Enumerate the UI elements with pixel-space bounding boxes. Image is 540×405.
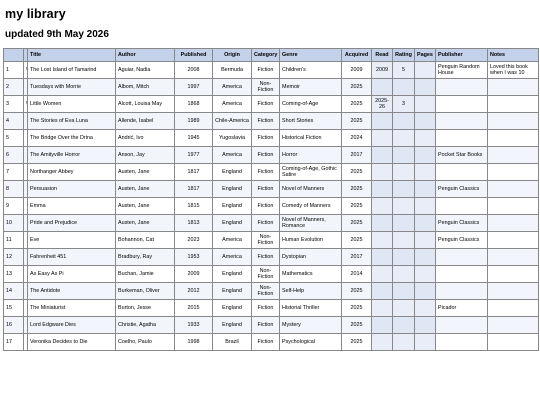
cell-acquired[interactable]: 2025: [342, 164, 372, 181]
cell-number[interactable]: 9: [4, 198, 24, 215]
cell-author[interactable]: Anson, Jay: [116, 147, 175, 164]
cell-genre[interactable]: Memoir: [280, 79, 342, 96]
cell-publisher[interactable]: [436, 249, 488, 266]
cell-pages[interactable]: [415, 283, 436, 300]
cell-title[interactable]: The Bridge Over the Drina: [28, 130, 116, 147]
cell-acquired[interactable]: 2017: [342, 249, 372, 266]
cell-author[interactable]: Coelho, Paulo: [116, 334, 175, 351]
cell-marker[interactable]: \: [24, 62, 28, 79]
cell-title[interactable]: Tuesdays with Morrie: [28, 79, 116, 96]
cell-acquired[interactable]: 2025: [342, 113, 372, 130]
header-cell-notes[interactable]: Notes: [488, 49, 539, 62]
cell-genre[interactable]: Coming-of-Age, Gothic Satire: [280, 164, 342, 181]
cell-pages[interactable]: [415, 300, 436, 317]
cell-publisher[interactable]: [436, 334, 488, 351]
cell-notes[interactable]: [488, 317, 539, 334]
cell-origin[interactable]: England: [213, 181, 252, 198]
cell-publisher[interactable]: [436, 79, 488, 96]
cell-number[interactable]: 6: [4, 147, 24, 164]
cell-origin[interactable]: England: [213, 198, 252, 215]
cell-genre[interactable]: Coming-of-Age: [280, 96, 342, 113]
cell-origin[interactable]: Bermuda: [213, 62, 252, 79]
cell-rating[interactable]: [393, 79, 415, 96]
cell-category[interactable]: Fiction: [252, 249, 280, 266]
cell-title[interactable]: The Stories of Eva Luna: [28, 113, 116, 130]
cell-pages[interactable]: [415, 147, 436, 164]
cell-publisher[interactable]: [436, 96, 488, 113]
cell-publisher[interactable]: [436, 130, 488, 147]
cell-category[interactable]: Fiction: [252, 113, 280, 130]
table-row[interactable]: [4, 181, 539, 198]
cell-read[interactable]: [372, 130, 393, 147]
cell-acquired[interactable]: 2025: [342, 181, 372, 198]
table-row[interactable]: [4, 164, 539, 181]
cell-author[interactable]: Albom, Mitch: [116, 79, 175, 96]
cell-category[interactable]: Fiction: [252, 198, 280, 215]
cell-number[interactable]: 7: [4, 164, 24, 181]
page-subtitle: updated 9th May 2026: [5, 29, 109, 40]
cell-notes[interactable]: [488, 147, 539, 164]
table-row[interactable]: [4, 266, 539, 283]
cell-published[interactable]: 2008: [175, 62, 213, 79]
table-row[interactable]: [4, 334, 539, 351]
header-cell-acquired[interactable]: Acquired: [342, 49, 372, 62]
cell-number[interactable]: 8: [4, 181, 24, 198]
cell-read[interactable]: [372, 317, 393, 334]
cell-title[interactable]: The Miniaturist: [28, 300, 116, 317]
cell-origin[interactable]: Yugoslavia: [213, 130, 252, 147]
cell-title[interactable]: The Amityville Horror: [28, 147, 116, 164]
cell-notes[interactable]: [488, 283, 539, 300]
header-cell-published[interactable]: Published: [175, 49, 213, 62]
cell-genre[interactable]: Dystopian: [280, 249, 342, 266]
cell-author[interactable]: Buchan, Jamie: [116, 266, 175, 283]
header-cell-pages[interactable]: Pages: [415, 49, 436, 62]
cell-category[interactable]: Non-Fiction: [252, 266, 280, 283]
table-row[interactable]: [4, 232, 539, 249]
cell-number[interactable]: 14: [4, 283, 24, 300]
cell-read[interactable]: [372, 164, 393, 181]
cell-author[interactable]: Austen, Jane: [116, 198, 175, 215]
cell-number[interactable]: 16: [4, 317, 24, 334]
cell-genre[interactable]: Short Stories: [280, 113, 342, 130]
header-cell-publisher[interactable]: Publisher: [436, 49, 488, 62]
cell-title[interactable]: Little Women: [28, 96, 116, 113]
cell-acquired[interactable]: 2009: [342, 62, 372, 79]
cell-number[interactable]: 1: [4, 62, 24, 79]
cell-origin[interactable]: England: [213, 215, 252, 232]
cell-number[interactable]: 10: [4, 215, 24, 232]
cell-read[interactable]: 2025-26: [372, 96, 393, 113]
cell-rating[interactable]: [393, 300, 415, 317]
cell-notes[interactable]: [488, 198, 539, 215]
page-title: my library: [5, 7, 66, 21]
cell-acquired[interactable]: 2014: [342, 266, 372, 283]
cell-read[interactable]: [372, 181, 393, 198]
header-cell-number[interactable]: [4, 49, 24, 62]
cell-origin[interactable]: America: [213, 147, 252, 164]
cell-published[interactable]: 1868: [175, 96, 213, 113]
cell-rating[interactable]: [393, 232, 415, 249]
cell-published[interactable]: 1998: [175, 334, 213, 351]
cell-pages[interactable]: [415, 334, 436, 351]
cell-genre[interactable]: Mathematics: [280, 266, 342, 283]
cell-category[interactable]: Fiction: [252, 334, 280, 351]
cell-read[interactable]: [372, 283, 393, 300]
cell-title[interactable]: Fahrenheit 451: [28, 249, 116, 266]
cell-notes[interactable]: [488, 164, 539, 181]
table-body: [4, 62, 539, 351]
cell-acquired[interactable]: 2025: [342, 198, 372, 215]
library-table: [3, 48, 539, 351]
cell-genre[interactable]: Mystery: [280, 317, 342, 334]
cell-title[interactable]: Eve: [28, 232, 116, 249]
cell-pages[interactable]: [415, 232, 436, 249]
cell-publisher[interactable]: [436, 113, 488, 130]
cell-category[interactable]: Fiction: [252, 164, 280, 181]
cell-author[interactable]: Austen, Jane: [116, 164, 175, 181]
cell-origin[interactable]: England: [213, 300, 252, 317]
cell-read[interactable]: [372, 198, 393, 215]
cell-rating[interactable]: [393, 130, 415, 147]
table-row[interactable]: [4, 96, 539, 113]
cell-notes[interactable]: [488, 232, 539, 249]
cell-read[interactable]: [372, 266, 393, 283]
table-row[interactable]: [4, 283, 539, 300]
cell-number[interactable]: 11: [4, 232, 24, 249]
cell-number[interactable]: 5: [4, 130, 24, 147]
cell-read[interactable]: [372, 113, 393, 130]
cell-publisher[interactable]: [436, 317, 488, 334]
cell-author[interactable]: Bohannon, Cat: [116, 232, 175, 249]
cell-number[interactable]: 12: [4, 249, 24, 266]
cell-published[interactable]: 1813: [175, 215, 213, 232]
cell-origin[interactable]: England: [213, 266, 252, 283]
cell-origin[interactable]: England: [213, 164, 252, 181]
cell-author[interactable]: Andrić, Ivo: [116, 130, 175, 147]
cell-publisher[interactable]: Picador: [436, 300, 488, 317]
cell-notes[interactable]: [488, 249, 539, 266]
cell-notes[interactable]: [488, 300, 539, 317]
table-row[interactable]: [4, 79, 539, 96]
cell-published[interactable]: 1933: [175, 317, 213, 334]
cell-title[interactable]: Emma: [28, 198, 116, 215]
cell-author[interactable]: Aguiar, Nadia: [116, 62, 175, 79]
cell-genre[interactable]: Horror: [280, 147, 342, 164]
cell-genre[interactable]: Novel of Manners, Romance: [280, 215, 342, 232]
cell-published[interactable]: 1977: [175, 147, 213, 164]
cell-published[interactable]: 1945: [175, 130, 213, 147]
cell-rating[interactable]: [393, 164, 415, 181]
cell-genre[interactable]: Historial Thriller: [280, 300, 342, 317]
cell-published[interactable]: 2015: [175, 300, 213, 317]
cell-published[interactable]: 1815: [175, 198, 213, 215]
cell-author[interactable]: Burton, Jesse: [116, 300, 175, 317]
cell-category[interactable]: Fiction: [252, 300, 280, 317]
cell-title[interactable]: Northanger Abbey: [28, 164, 116, 181]
cell-read[interactable]: [372, 249, 393, 266]
cell-rating[interactable]: [393, 215, 415, 232]
cell-rating[interactable]: [393, 113, 415, 130]
cell-genre[interactable]: Human Evolution: [280, 232, 342, 249]
cell-origin[interactable]: America: [213, 79, 252, 96]
cell-publisher[interactable]: Pocket Star Books: [436, 147, 488, 164]
header-cell-title[interactable]: Title: [28, 49, 116, 62]
cell-author[interactable]: Allende, Isabel: [116, 113, 175, 130]
table-row[interactable]: [4, 215, 539, 232]
cell-pages[interactable]: [415, 181, 436, 198]
header-cell-read[interactable]: Read: [372, 49, 393, 62]
cell-read[interactable]: [372, 300, 393, 317]
cell-acquired[interactable]: 2025: [342, 232, 372, 249]
cell-pages[interactable]: [415, 130, 436, 147]
cell-acquired[interactable]: 2025: [342, 96, 372, 113]
cell-read[interactable]: [372, 215, 393, 232]
cell-published[interactable]: 2009: [175, 266, 213, 283]
cell-pages[interactable]: [415, 79, 436, 96]
cell-read[interactable]: [372, 334, 393, 351]
cell-publisher[interactable]: [436, 198, 488, 215]
table-row[interactable]: [4, 198, 539, 215]
cell-rating[interactable]: 5: [393, 62, 415, 79]
cell-origin[interactable]: Chile-America: [213, 113, 252, 130]
cell-title[interactable]: Veronika Decides to Die: [28, 334, 116, 351]
cell-publisher[interactable]: Penguin Classics: [436, 232, 488, 249]
cell-notes[interactable]: [488, 113, 539, 130]
cell-genre[interactable]: Novel of Manners: [280, 181, 342, 198]
cell-title[interactable]: Lord Edgware Dies: [28, 317, 116, 334]
cell-rating[interactable]: [393, 283, 415, 300]
cell-notes[interactable]: [488, 130, 539, 147]
cell-acquired[interactable]: 2024: [342, 130, 372, 147]
cell-acquired[interactable]: 2025: [342, 283, 372, 300]
cell-published[interactable]: 1817: [175, 164, 213, 181]
cell-rating[interactable]: [393, 249, 415, 266]
cell-notes[interactable]: [488, 96, 539, 113]
cell-title[interactable]: The Antidote: [28, 283, 116, 300]
table-row[interactable]: [4, 62, 539, 79]
header-cell-category[interactable]: Category: [252, 49, 280, 62]
cell-pages[interactable]: [415, 164, 436, 181]
cell-number[interactable]: 15: [4, 300, 24, 317]
table-row[interactable]: [4, 300, 539, 317]
table-row[interactable]: [4, 249, 539, 266]
cell-rating[interactable]: [393, 147, 415, 164]
cell-pages[interactable]: [415, 198, 436, 215]
cell-title[interactable]: As Easy As Pi: [28, 266, 116, 283]
cell-genre[interactable]: Psychological: [280, 334, 342, 351]
cell-category[interactable]: Non-Fiction: [252, 232, 280, 249]
cell-category[interactable]: Non-Fiction: [252, 79, 280, 96]
table-row[interactable]: [4, 147, 539, 164]
cell-title[interactable]: The Lost Island of Tamarind: [28, 62, 116, 79]
cell-genre[interactable]: Self-Help: [280, 283, 342, 300]
cell-read[interactable]: [372, 232, 393, 249]
cell-pages[interactable]: [415, 317, 436, 334]
cell-origin[interactable]: America: [213, 249, 252, 266]
cell-number[interactable]: 17: [4, 334, 24, 351]
cell-category[interactable]: Fiction: [252, 181, 280, 198]
header-cell-origin[interactable]: Origin: [213, 49, 252, 62]
cell-pages[interactable]: [415, 62, 436, 79]
cell-notes[interactable]: [488, 334, 539, 351]
cell-rating[interactable]: [393, 198, 415, 215]
cell-author[interactable]: Alcott, Louisa May: [116, 96, 175, 113]
cell-origin[interactable]: England: [213, 283, 252, 300]
cell-origin[interactable]: America: [213, 96, 252, 113]
cell-origin[interactable]: America: [213, 232, 252, 249]
cell-author[interactable]: Austen, Jane: [116, 181, 175, 198]
cell-acquired[interactable]: 2017: [342, 147, 372, 164]
cell-published[interactable]: 1997: [175, 79, 213, 96]
cell-category[interactable]: Non-Fiction: [252, 283, 280, 300]
table-row[interactable]: [4, 113, 539, 130]
cell-publisher[interactable]: Penguin Classics: [436, 215, 488, 232]
cell-read[interactable]: 2009: [372, 62, 393, 79]
table-row[interactable]: [4, 317, 539, 334]
header-cell-rating[interactable]: Rating: [393, 49, 415, 62]
cell-acquired[interactable]: 2025: [342, 79, 372, 96]
cell-notes[interactable]: [488, 181, 539, 198]
cell-genre[interactable]: Comedy of Manners: [280, 198, 342, 215]
cell-acquired[interactable]: 2025: [342, 317, 372, 334]
cell-pages[interactable]: [415, 96, 436, 113]
cell-published[interactable]: 1953: [175, 249, 213, 266]
cell-acquired[interactable]: 2025: [342, 300, 372, 317]
cell-category[interactable]: Fiction: [252, 147, 280, 164]
cell-notes[interactable]: [488, 266, 539, 283]
cell-read[interactable]: [372, 79, 393, 96]
cell-category[interactable]: Fiction: [252, 317, 280, 334]
cell-genre[interactable]: Children's: [280, 62, 342, 79]
cell-author[interactable]: Burkeman, Oliver: [116, 283, 175, 300]
cell-author[interactable]: Christie, Agatha: [116, 317, 175, 334]
cell-title[interactable]: Persuasion: [28, 181, 116, 198]
cell-acquired[interactable]: 2025: [342, 334, 372, 351]
cell-publisher[interactable]: Penguin Random House: [436, 62, 488, 79]
table-row[interactable]: [4, 130, 539, 147]
cell-title[interactable]: Pride and Prejudice: [28, 215, 116, 232]
cell-category[interactable]: Fiction: [252, 215, 280, 232]
cell-publisher[interactable]: [436, 164, 488, 181]
cell-read[interactable]: [372, 147, 393, 164]
cell-publisher[interactable]: [436, 283, 488, 300]
cell-number[interactable]: 3: [4, 96, 24, 113]
cell-pages[interactable]: [415, 113, 436, 130]
cell-published[interactable]: 2023: [175, 232, 213, 249]
table-header-row: [4, 49, 539, 62]
cell-origin[interactable]: England: [213, 317, 252, 334]
cell-rating[interactable]: [393, 334, 415, 351]
cell-genre[interactable]: Historical Fiction: [280, 130, 342, 147]
cell-marker[interactable]: \: [24, 96, 28, 113]
cell-acquired[interactable]: 2025: [342, 215, 372, 232]
cell-rating[interactable]: [393, 317, 415, 334]
header-cell-genre[interactable]: Genre: [280, 49, 342, 62]
cell-author[interactable]: Bradbury, Ray: [116, 249, 175, 266]
cell-notes[interactable]: [488, 79, 539, 96]
cell-origin[interactable]: Brazil: [213, 334, 252, 351]
cell-number[interactable]: 13: [4, 266, 24, 283]
cell-pages[interactable]: [415, 266, 436, 283]
cell-rating[interactable]: [393, 266, 415, 283]
cell-pages[interactable]: [415, 215, 436, 232]
cell-rating[interactable]: [393, 181, 415, 198]
cell-published[interactable]: 1989: [175, 113, 213, 130]
cell-publisher[interactable]: Penguin Classics: [436, 181, 488, 198]
cell-published[interactable]: 1817: [175, 181, 213, 198]
cell-rating[interactable]: 3: [393, 96, 415, 113]
cell-category[interactable]: Fiction: [252, 130, 280, 147]
cell-category[interactable]: Fiction: [252, 62, 280, 79]
cell-pages[interactable]: [415, 249, 436, 266]
cell-notes[interactable]: Loved this book when I was 10: [488, 62, 539, 79]
cell-publisher[interactable]: [436, 266, 488, 283]
header-cell-author[interactable]: Author: [116, 49, 175, 62]
cell-notes[interactable]: [488, 215, 539, 232]
cell-number[interactable]: 2: [4, 79, 24, 96]
cell-number[interactable]: 4: [4, 113, 24, 130]
cell-author[interactable]: Austen, Jane: [116, 215, 175, 232]
cell-published[interactable]: 2012: [175, 283, 213, 300]
cell-category[interactable]: Fiction: [252, 96, 280, 113]
